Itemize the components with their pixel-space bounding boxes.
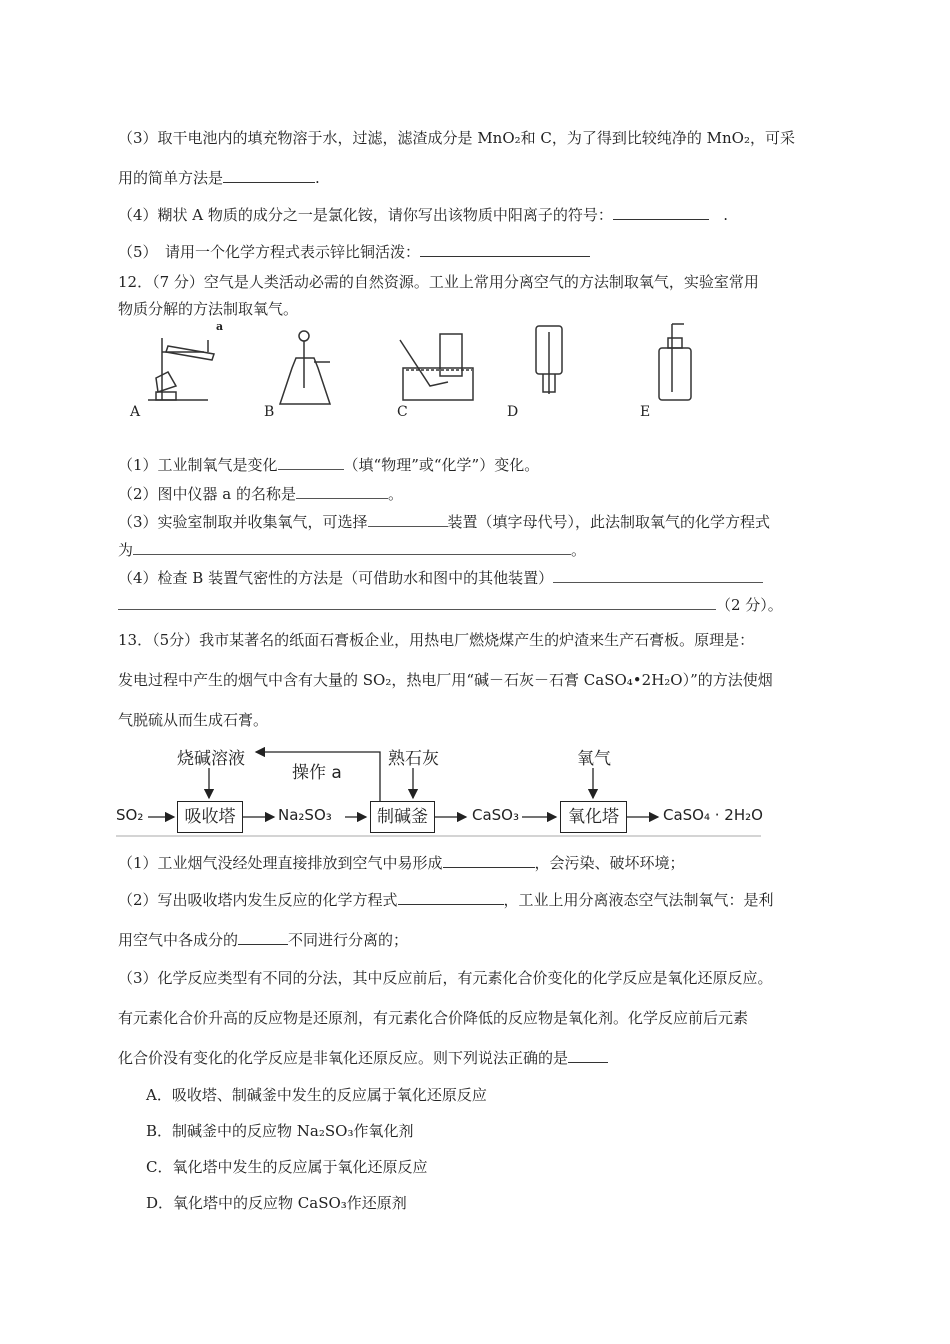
apparatus-label-c: C <box>397 404 408 420</box>
q13-part2-line2-tail: 不同进行分离的； <box>288 931 409 949</box>
apparatus-label-e: E <box>640 404 651 420</box>
flow-caso3-label: CaSO₃ <box>472 806 520 824</box>
q12-part4-points: （2 分）。 <box>716 596 783 614</box>
q13-part1-tail: ，会污染、破坏环境； <box>534 854 685 872</box>
q13-part2-text: （2）写出吸收塔内发生反应的化学方程式 <box>118 891 398 909</box>
q12-stem-line1: 12．（7 分）空气是人类活动必需的自然资源。工业上常用分离空气的方法制取氧气，实验室常用 <box>118 273 759 291</box>
q12-stem-line2: 物质分解的方法制取氧气。 <box>118 300 299 318</box>
q12-part3-tail: 装置（填字母代号），此法制取氧气的化学方程式 <box>447 513 771 531</box>
period: . <box>723 206 729 224</box>
apparatus-label-d: D <box>507 404 519 420</box>
absorption-tower-box: 吸收塔 <box>177 801 243 833</box>
answer-blank[interactable] <box>133 540 571 555</box>
q13-part2-line2-text: 用空气中各成分的 <box>118 931 239 949</box>
q12-part4-line2 <box>118 595 783 615</box>
q12-part3-line2-tail: 。 <box>571 541 587 559</box>
q12-part2 <box>118 484 403 504</box>
q12-part2-tail: 。 <box>388 485 404 503</box>
q13-part1 <box>118 853 685 873</box>
flow-caustic-soda-label: 烧碱溶液 <box>177 749 245 769</box>
q11-part4 <box>118 205 728 225</box>
q13-stem-line3: 气脱硫从而生成石膏。 <box>118 711 269 729</box>
q12-part2-text: （2）图中仪器 a 的名称是 <box>118 485 297 503</box>
answer-blank[interactable] <box>568 1048 608 1063</box>
q11-part3-line2 <box>118 168 320 188</box>
q12-part4-text: （4）检查 B 装置气密性的方法是（可借助水和图中的其他装置） <box>118 569 554 587</box>
option-d[interactable]: D．氧化塔中的反应物 CaSO₃作还原剂 <box>146 1194 407 1212</box>
q11-part3-text: 用的简单方法是 <box>118 169 224 187</box>
option-c[interactable]: C．氧化塔中发生的反应属于氧化还原反应 <box>146 1158 428 1176</box>
answer-blank[interactable] <box>553 568 763 583</box>
option-a[interactable]: A．吸收塔、制碱釜中发生的反应属于氧化还原反应 <box>146 1086 487 1104</box>
q12-part1-text: （1）工业制氧气是变化 <box>118 456 278 474</box>
oxidation-tower-box: 氧化塔 <box>560 801 627 833</box>
answer-blank[interactable] <box>398 890 504 905</box>
q11-part4-text: （4）糊状 A 物质的成分之一是氯化铵，请你写出该物质中阳离子的符号： <box>118 206 613 224</box>
answer-blank[interactable] <box>420 242 590 257</box>
desulfurization-flowchart <box>116 740 761 840</box>
q12-part1-tail: （填“物理”或“化学”）变化。 <box>343 456 540 474</box>
answer-blank[interactable] <box>443 853 535 868</box>
answer-blank[interactable] <box>238 930 288 945</box>
q13-part3-line2: 有元素化合价升高的反应物是还原剂，有元素化合价降低的反应物是氧化剂。化学反应前后元素 <box>118 1009 749 1027</box>
mark-a-label: a <box>216 320 224 333</box>
q11-part3-line1: （3）取干电池内的填充物溶于水，过滤，滤渣成分是 MnO₂和 C，为了得到比较纯净的 MnO₂，可采 <box>118 129 795 147</box>
answer-blank[interactable] <box>368 512 448 527</box>
q13-part3-line3-text: 化合价没有变化的化学反应是非氧化还原反应。则下列说法正确的是 <box>118 1049 569 1067</box>
q11-part5-text: （5） 请用一个化学方程式表示锌比铜活泼： <box>118 243 421 261</box>
q13-part3-line1: （3）化学反应类型有不同的分法，其中反应前后，有元素化合价变化的化学反应是氧化还原反应。 <box>118 969 773 987</box>
answer-blank[interactable] <box>296 484 388 499</box>
answer-blank[interactable] <box>223 168 315 183</box>
q12-part3 <box>118 512 770 532</box>
q13-part2-tail: ，工业上用分离液态空气法制氧气：是利 <box>503 891 774 909</box>
q13-stem-line2: 发电过程中产生的烟气中含有大量的 SO₂，热电厂用“碱－石灰－石膏 CaSO₄•2H₂O）”的方法使烟 <box>118 671 773 689</box>
alkali-kettle-box: 制碱釜 <box>370 801 435 833</box>
lab-apparatus-figure <box>118 318 718 428</box>
option-b[interactable]: B．制碱釜中的反应物 Na₂SO₃作氧化剂 <box>146 1122 414 1140</box>
answer-blank[interactable] <box>278 455 344 470</box>
flow-operation-a-label: 操作 a <box>292 763 342 783</box>
flow-so2-label: SO₂ <box>116 806 144 824</box>
q12-part4 <box>118 568 763 588</box>
q11-part5 <box>118 242 590 262</box>
flow-product-label: CaSO₄ · 2H₂O <box>663 806 763 824</box>
q13-part1-text: （1）工业烟气没经处理直接排放到空气中易形成 <box>118 854 443 872</box>
apparatus-drawings <box>118 318 718 428</box>
q12-part3-line2-text: 为 <box>118 541 134 559</box>
q13-stem-line1: 13．（5分）我市某著名的纸面石膏板企业，用热电厂燃烧煤产生的炉渣来生产石膏板。原理是： <box>118 631 755 649</box>
q12-part3-text: （3）实验室制取并收集氧气，可选择 <box>118 513 368 531</box>
q13-part2 <box>118 890 774 910</box>
q12-part3-line2 <box>118 540 586 560</box>
apparatus-label-a: A <box>130 404 141 420</box>
flow-slaked-lime-label: 熟石灰 <box>388 749 439 769</box>
q13-part3-line3 <box>118 1048 608 1068</box>
q12-part1 <box>118 455 539 475</box>
flow-na2so3-label: Na₂SO₃ <box>278 806 332 824</box>
answer-blank[interactable] <box>118 595 716 610</box>
flow-oxygen-label: 氧气 <box>577 749 611 769</box>
period: . <box>315 169 320 187</box>
apparatus-label-b: B <box>264 404 275 420</box>
q13-part2-line2 <box>118 930 408 950</box>
answer-blank[interactable] <box>613 205 709 220</box>
